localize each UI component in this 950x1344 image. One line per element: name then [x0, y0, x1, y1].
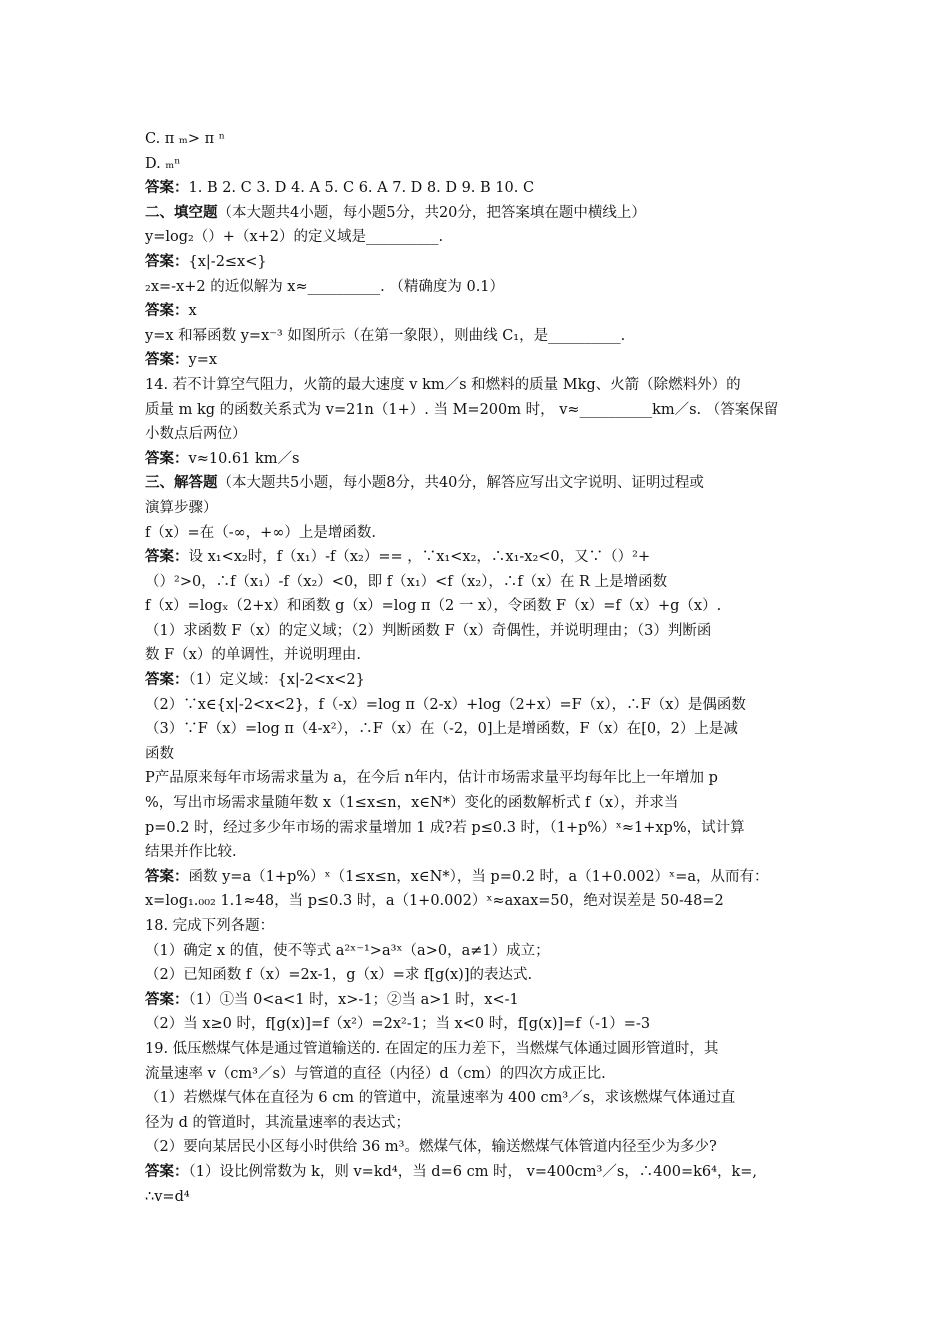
text-line [145, 152, 815, 177]
line-text: ₂x=-x+2 的近似解为 x≈__________. （精确度为 0.1） [145, 278, 505, 295]
text-line [145, 988, 815, 1013]
text-line [145, 594, 815, 619]
text-line [145, 1111, 815, 1136]
line-text: 径为 d 的管道时，其流量速率的表达式； [145, 1114, 410, 1131]
line-text: %，写出市场需求量随年数 x（1≤x≤n，x∈N*）变化的函数解析式 f（x），并求当 [145, 795, 679, 812]
answer-label: 答案： [145, 180, 189, 197]
line-text: 19. 低压燃煤气体是通过管道输送的. 在固定的压力差下，当燃煤气体通过圆形管道时，其 [145, 1040, 719, 1057]
text-line [145, 398, 815, 423]
text-line [145, 127, 815, 152]
text-line [145, 1185, 815, 1210]
text-line [145, 742, 815, 767]
text-line [145, 1135, 815, 1160]
answer-label: 答案： [145, 549, 189, 566]
line-text: y=x [188, 352, 218, 369]
text-line [145, 324, 815, 349]
text-line [145, 176, 815, 201]
line-text: 质量 m kg 的函数关系式为 v=21n（1+）. 当 M=200m 时， v≈__________km／s. （答案保留 [145, 401, 779, 418]
text-line [145, 889, 815, 914]
line-text: 设 x₁<x₂时，f（x₁）-f（x₂）== ，∵x₁<x₂，∴x₁-x₂<0，又∵（）²+ [188, 549, 651, 566]
line-text: 演算步骤） [145, 499, 218, 516]
line-text: x [188, 303, 197, 320]
text-line [145, 250, 815, 275]
text-line [145, 1037, 815, 1062]
text-line [145, 447, 815, 472]
text-line [145, 570, 815, 595]
line-text: 函数 y=a（1+p%）ˣ（1≤x≤n，x∈N*），当 p=0.2 时，a（1+0.002）ˣ=a，从而有： [188, 868, 769, 885]
text-line [145, 275, 815, 300]
line-text: 14. 若不计算空气阻力，火箭的最大速度 v km／s 和燃料的质量 Mkg、火箭（除燃料外）的 [145, 376, 741, 393]
text-line [145, 717, 815, 742]
line-text: 流量速率 v（cm³／s）与管道的直径（内径）d（cm）的四次方成正比. [145, 1065, 606, 1082]
line-text: （2）要向某居民小区每小时供给 36 m³。燃煤气体，输送燃煤气体管道内径至少为多少? [145, 1139, 717, 1156]
text-line [145, 1086, 815, 1111]
text-line [145, 496, 815, 521]
text-line [145, 816, 815, 841]
line-text: f（x）=在（-∞，+∞）上是增函数. [145, 524, 377, 541]
line-text: y=x 和幂函数 y=x⁻³ 如图所示（在第一象限），则曲线 C₁，是__________. [145, 327, 626, 344]
answer-label: 答案： [145, 672, 189, 689]
line-text: 1. B 2. C 3. D 4. A 5. C 6. A 7. D 8. D 9. B 10. C [188, 180, 535, 197]
text-line [145, 619, 815, 644]
text-line [145, 643, 815, 668]
text-line [145, 422, 815, 447]
text-line [145, 693, 815, 718]
text-line [145, 766, 815, 791]
text-line [145, 1012, 815, 1037]
text-line [145, 840, 815, 865]
line-text: （）²>0，∴f（x₁）-f（x₂）<0，即 f（x₁）<f（x₂），∴f（x）在 R 上是增函数 [145, 573, 668, 590]
text-line [145, 939, 815, 964]
line-text: （3）∵F（x）=log π（4-x²），∴F（x）在（-2，0]上是增函数，F（x）在[0，2）上是减 [145, 721, 738, 738]
answer-label: 答案： [145, 450, 189, 467]
line-text: （本大题共4小题，每小题5分，共20分，把答案填在题中横线上） [217, 204, 646, 221]
line-text: （2）已知函数 f（x）=2x-1，g（x）=求 f[g(x)]的表达式. [145, 967, 533, 984]
answer-label: 答案： [145, 868, 189, 885]
text-line [145, 791, 815, 816]
document-body [145, 127, 815, 1209]
text-line [145, 373, 815, 398]
line-text: {x|-2≤x<} [188, 253, 267, 270]
section-heading: 二、填空题 [145, 204, 218, 221]
answer-label: 答案： [145, 303, 189, 320]
text-line [145, 201, 815, 226]
text-line [145, 865, 815, 890]
line-text: C. π ₘ> π ⁿ [145, 131, 225, 147]
line-text: 18. 完成下列各题： [145, 918, 275, 934]
text-line [145, 299, 815, 324]
line-text: x=log₁.₀₀₂ 1.1≈48，当 p≤0.3 时，a（1+0.002）ˣ≈axax=50，绝对误差是 50-48=2 [145, 893, 724, 910]
line-text: （1）设比例常数为 k，则 v=kd⁴，当 d=6 cm 时， v=400cm³／s，∴400=k6⁴，k=, [188, 1163, 758, 1180]
text-line [145, 1160, 815, 1185]
answer-label: 答案： [145, 253, 189, 270]
text-line [145, 471, 815, 496]
line-text: （2）当 x≥0 时，f[g(x)]=f（x²）=2x²-1；当 x<0 时，f[g(x)]=f（-1）=-3 [145, 1016, 651, 1033]
line-text: 小数点后两位） [145, 426, 247, 443]
line-text: 数 F（x）的单调性，并说明理由. [145, 647, 361, 664]
line-text: f（x）=logₓ（2+x）和函数 g（x）=log π（2 一 x），令函数 F（x）=f（x）+g（x）. [145, 598, 722, 615]
answer-label: 答案： [145, 991, 189, 1008]
text-line [145, 348, 815, 373]
text-line [145, 225, 815, 250]
section-heading: 三、解答题 [145, 475, 218, 492]
line-text: 结果并作比较. [145, 844, 237, 861]
text-line [145, 914, 815, 939]
answer-label: 答案： [145, 1163, 189, 1180]
line-text: （1）确定 x 的值，使不等式 a²ˣ⁻¹>a³ˣ（a>0，a≠1）成立； [145, 942, 550, 959]
line-text: ∴v=d⁴ [145, 1188, 190, 1205]
text-line [145, 1062, 815, 1087]
line-text: D. ₘⁿ [145, 155, 181, 172]
line-text: p=0.2 时，经过多少年市场的需求量增加 1 成?若 p≤0.3 时，（1+p%）ˣ≈1+xp%，试计算 [145, 819, 745, 836]
text-line [145, 545, 815, 570]
answer-label: 答案： [145, 352, 189, 369]
line-text: （本大题共5小题，每小题8分，共40分，解答应写出文字说明、证明过程或 [217, 475, 704, 492]
line-text: （2）∵x∈{x|-2<x<2}，f（-x）=log π（2-x）+log（2+x）=F（x），∴F（x）是偶函数 [145, 696, 746, 713]
line-text: v≈10.61 km／s [188, 450, 300, 467]
line-text: （1）定义域：{x|-2<x<2} [188, 672, 365, 689]
line-text: 函数 [145, 745, 174, 762]
line-text: （1）若燃煤气体在直径为 6 cm 的管道中，流量速率为 400 cm³／s，求该燃煤气体通过直 [145, 1090, 736, 1107]
line-text: （1）①当 0<a<1 时，x>-1；②当 a>1 时，x<-1 [188, 991, 519, 1008]
line-text: y=log₂（）+（x+2）的定义域是__________. [145, 229, 444, 246]
line-text: P产品原来每年市场需求量为 a，在今后 n年内，估计市场需求量平均每年比上一年增加 p [145, 770, 718, 787]
text-line [145, 521, 815, 546]
text-line [145, 963, 815, 988]
text-line [145, 668, 815, 693]
line-text: （1）求函数 F（x）的定义域；（2）判断函数 F（x）奇偶性，并说明理由；（3）判断函 [145, 622, 712, 639]
